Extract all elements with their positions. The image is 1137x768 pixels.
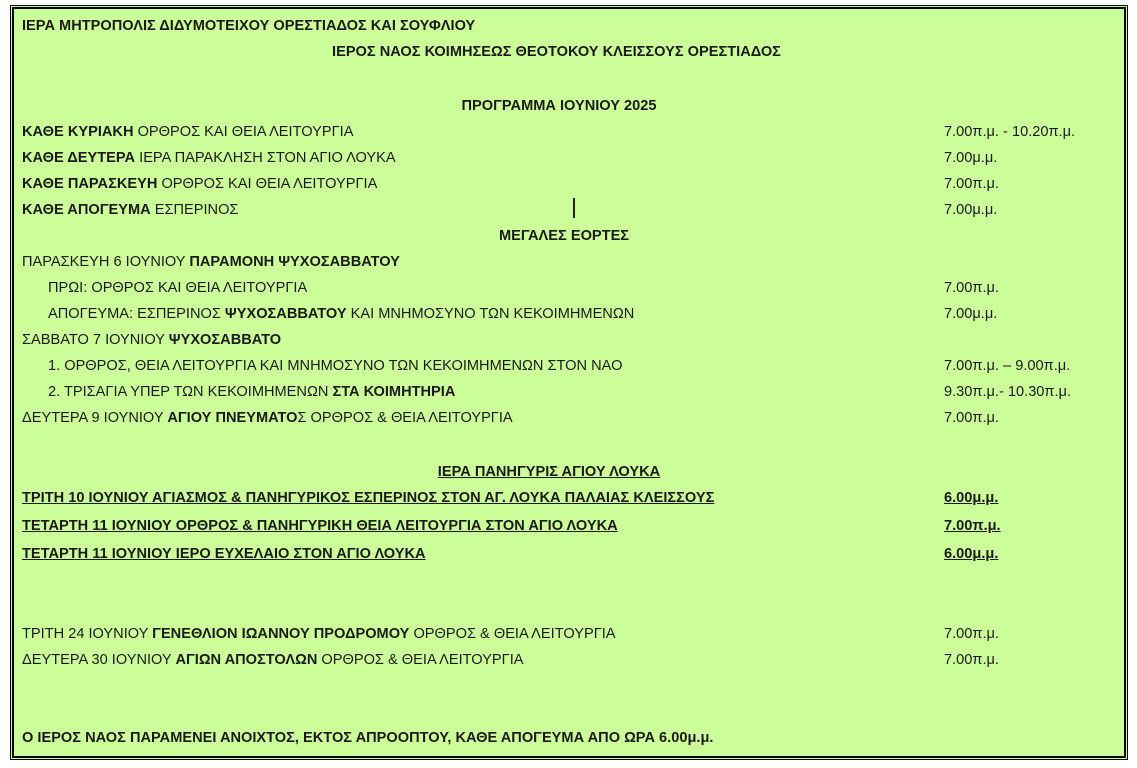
weekly-service: ΟΡΘΡΟΣ ΚΑΙ ΘΕΙΑ ΛΕΙΤΟΥΡΓΙΑ <box>133 124 354 140</box>
header-metropolis-row <box>14 13 1124 39</box>
weekly-row <box>14 145 1124 171</box>
weekly-day: ΚΑΘΕ ΚΥΡΙΑΚΗ <box>22 124 134 140</box>
text-cursor <box>573 198 575 218</box>
feast-date: ΣΑΒΒΑΤΟ 7 ΙΟΥΝΙΟΥ <box>22 332 169 348</box>
late-feast-name: ΑΓΙΩΝ ΑΠΟΣΤΟΛΩΝ <box>175 652 318 668</box>
weekly-time: 7.00π.μ. <box>944 176 999 192</box>
late-feast-row <box>14 621 1124 647</box>
great-feasts-title-row <box>14 223 1124 249</box>
metropolis-title: ΙΕΡΑ ΜΗΤΡΟΠΟΛΙΣ ΔΙΔΥΜΟΤΕΙΧΟΥ ΟΡΕΣΤΙΑΔΟΣ ΚΑΙ ΣΟΥΦΛΙΟΥ <box>22 18 476 34</box>
panigyris-row <box>14 513 1124 539</box>
weekly-service: ΙΕΡΑ ΠΑΡΑΚΛΗΣΗ ΣΤΟΝ ΑΓΙΟ ΛΟΥΚΑ <box>135 150 396 166</box>
late-feast-time: 7.00π.μ. <box>944 652 999 668</box>
panigyris-title-row <box>14 459 1124 485</box>
weekly-time: 7.00π.μ. - 10.20π.μ. <box>944 124 1076 140</box>
weekly-time: 7.00μ.μ. <box>944 150 998 166</box>
feast-row <box>14 353 1124 379</box>
feast-time: 7.00π.μ. <box>944 410 999 426</box>
program-title: ΠΡΟΓΡΑΜΜΑ ΙΟΥΝΙΟΥ 2025 <box>461 98 657 114</box>
panigyris-time: 7.00π.μ. <box>944 518 1001 534</box>
program-title-row <box>14 93 1124 119</box>
feast-service-rest: Σ ΟΡΘΡΟΣ & ΘΕΙΑ ΛΕΙΤΟΥΡΓΙΑ <box>297 410 513 426</box>
feast-name: ΨΥΧΟΣΑΒΒΑΤΟΥ <box>224 306 347 322</box>
late-feast-date: ΔΕΥΤΕΡΑ 30 ΙΟΥΝΙΟΥ <box>22 652 176 668</box>
footer-note: Ο ΙΕΡΟΣ ΝΑΟΣ ΠΑΡΑΜΕΝΕΙ ΑΝΟΙΧΤΟΣ, ΕΚΤΟΣ ΑΠΡΟΟΠΤΟΥ, ΚΑΘΕ ΑΠΟΓΕΥΜΑ ΑΠΟ ΩΡΑ 6.00μ.μ. <box>22 730 714 746</box>
feast-row <box>14 405 1124 431</box>
panigyris-time: 6.00μ.μ. <box>944 546 999 562</box>
feast-service-rest: ΚΑΙ ΜΝΗΜΟΣΥΝΟ ΤΩΝ ΚΕΚΟΙΜΗΜΕΝΩΝ <box>346 306 635 322</box>
feast-row <box>14 275 1124 301</box>
feast-name: ΠΑΡΑΜΟΝΗ ΨΥΧΟΣΑΒΒΑΤΟΥ <box>189 254 400 270</box>
weekly-service: ΟΡΘΡΟΣ ΚΑΙ ΘΕΙΑ ΛΕΙΤΟΥΡΓΙΑ <box>157 176 378 192</box>
feast-service: ΑΠΟΓΕΥΜΑ: ΕΣΠΕΡΙΝΟΣ <box>48 306 225 322</box>
weekly-row <box>14 119 1124 145</box>
weekly-row <box>14 197 1124 223</box>
late-feast-time: 7.00π.μ. <box>944 626 999 642</box>
feast-name: ΣΤΑ ΚΟΙΜΗΤΗΡΙΑ <box>332 384 456 400</box>
feast-service: ΠΡΩΙ: ΟΡΘΡΟΣ ΚΑΙ ΘΕΙΑ ΛΕΙΤΟΥΡΓΙΑ <box>48 280 308 296</box>
feast-time: 7.00π.μ. – 9.00π.μ. <box>944 358 1071 374</box>
feast-time: 9.30π.μ.- 10.30π.μ. <box>944 384 1072 400</box>
weekly-day: ΚΑΘΕ ΔΕΥΤΕΡΑ <box>22 150 136 166</box>
feast-row <box>14 301 1124 327</box>
header-church-row <box>14 39 1124 65</box>
panigyris-row <box>14 541 1124 567</box>
feast-row <box>14 249 1124 275</box>
panigyris-title: ΙΕΡΑ ΠΑΝΗΓΥΡΙΣ ΑΓΙΟΥ ΛΟΥΚΑ <box>437 464 661 480</box>
weekly-time: 7.00μ.μ. <box>944 202 998 218</box>
great-feasts-title: ΜΕΓΑΛΕΣ ΕΟΡΤΕΣ <box>498 228 630 244</box>
feast-service: 1. ΟΡΘΡΟΣ, ΘΕΙΑ ΛΕΙΤΟΥΡΓΙΑ ΚΑΙ ΜΝΗΜΟΣΥΝΟ ΤΩΝ ΚΕΚΟΙΜΗΜΕΝΩΝ ΣΤΟΝ ΝΑΟ <box>48 358 623 374</box>
feast-service: 2. ΤΡΙΣΑΓΙΑ ΥΠΕΡ ΤΩΝ ΚΕΚΟΙΜΗΜΕΝΩΝ <box>48 384 333 400</box>
weekly-day: ΚΑΘΕ ΠΑΡΑΣΚΕΥΗ <box>22 176 158 192</box>
late-feast-name: ΓΕΝΕΘΛΙΟΝ ΙΩΑΝΝΟΥ ΠΡΟΔΡΟΜΟΥ <box>152 626 410 642</box>
feast-name: ΑΓΙΟΥ ΠΝΕΥΜΑΤΟ <box>167 410 298 426</box>
feast-name: ΨΥΧΟΣΑΒΒΑΤΟ <box>168 332 282 348</box>
panigyris-event: ΤΕΤΑΡΤΗ 11 ΙΟΥΝΙΟΥ ΟΡΘΡΟΣ & ΠΑΝΗΓΥΡΙΚΗ ΘΕΙΑ ΛΕΙΤΟΥΡΓΙΑ ΣΤΟΝ ΑΓΙΟ ΛΟΥΚΑ <box>22 518 618 534</box>
footer-row <box>14 725 1124 751</box>
panigyris-row <box>14 485 1124 511</box>
schedule-border <box>13 8 1125 757</box>
panigyris-event: ΤΡΙΤΗ 10 ΙΟΥΝΙΟΥ ΑΓΙΑΣΜΟΣ & ΠΑΝΗΓΥΡΙΚΟΣ ΕΣΠΕΡΙΝΟΣ ΣΤΟΝ ΑΓ. ΛΟΥΚΑ ΠΑΛΑΙΑΣ ΚΛΕΙΣΣΟΥΣ <box>22 490 715 506</box>
late-feast-date: ΤΡΙΤΗ 24 ΙΟΥΝΙΟΥ <box>22 626 153 642</box>
feast-row <box>14 379 1124 405</box>
late-feast-service: ΟΡΘΡΟΣ & ΘΕΙΑ ΛΕΙΤΟΥΡΓΙΑ <box>317 652 524 668</box>
panigyris-time: 6.00μ.μ. <box>944 490 999 506</box>
late-feast-service: ΟΡΘΡΟΣ & ΘΕΙΑ ΛΕΙΤΟΥΡΓΙΑ <box>409 626 616 642</box>
late-feast-row <box>14 647 1124 673</box>
feast-time: 7.00π.μ. <box>944 280 999 296</box>
panigyris-event: ΤΕΤΑΡΤΗ 11 ΙΟΥΝΙΟΥ ΙΕΡΟ ΕΥΧΕΛΑΙΟ ΣΤΟΝ ΑΓΙΟ ΛΟΥΚΑ <box>22 546 426 562</box>
schedule-sheet <box>10 5 1128 760</box>
feast-time: 7.00μ.μ. <box>944 306 998 322</box>
feast-row <box>14 327 1124 353</box>
feast-date: ΠΑΡΑΣΚΕΥΗ 6 ΙΟΥΝΙΟΥ <box>22 254 190 270</box>
weekly-service: ΕΣΠΕΡΙΝΟΣ <box>150 202 239 218</box>
church-title: ΙΕΡΟΣ ΝΑΟΣ ΚΟΙΜΗΣΕΩΣ ΘΕΟΤΟΚΟΥ ΚΛΕΙΣΣΟΥΣ ΟΡΕΣΤΙΑΔΟΣ <box>332 44 781 60</box>
weekly-day: ΚΑΘΕ ΑΠΟΓΕΥΜΑ <box>22 202 151 218</box>
feast-date: ΔΕΥΤΕΡΑ 9 ΙΟΥΝΙΟΥ <box>22 410 168 426</box>
weekly-row <box>14 171 1124 197</box>
